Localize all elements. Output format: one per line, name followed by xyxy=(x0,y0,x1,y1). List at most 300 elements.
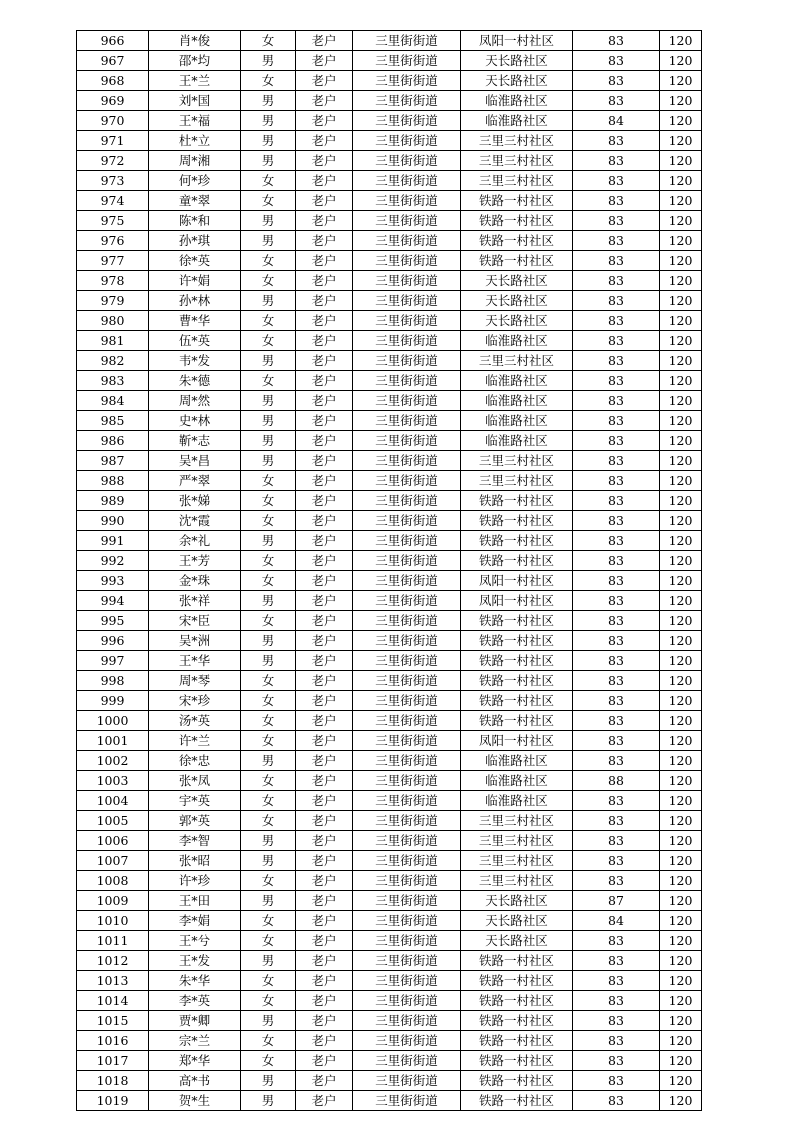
name-cell: 周*然 xyxy=(149,391,241,411)
gender-cell: 男 xyxy=(241,211,296,231)
amount-cell: 120 xyxy=(660,591,702,611)
household-type-cell: 老户 xyxy=(296,1071,353,1091)
age-cell: 83 xyxy=(573,651,660,671)
row-number-cell: 1002 xyxy=(77,751,149,771)
subdistrict-cell: 三里街街道 xyxy=(353,651,461,671)
row-number-cell: 1017 xyxy=(77,1051,149,1071)
community-cell: 天长路社区 xyxy=(461,311,573,331)
subdistrict-cell: 三里街街道 xyxy=(353,231,461,251)
subdistrict-cell: 三里街街道 xyxy=(353,191,461,211)
row-number-cell: 966 xyxy=(77,31,149,51)
subdistrict-cell: 三里街街道 xyxy=(353,891,461,911)
subdistrict-cell: 三里街街道 xyxy=(353,331,461,351)
subdistrict-cell: 三里街街道 xyxy=(353,991,461,1011)
row-number-cell: 1018 xyxy=(77,1071,149,1091)
community-cell: 铁路一村社区 xyxy=(461,531,573,551)
age-cell: 83 xyxy=(573,91,660,111)
gender-cell: 女 xyxy=(241,811,296,831)
household-type-cell: 老户 xyxy=(296,1091,353,1111)
subdistrict-cell: 三里街街道 xyxy=(353,791,461,811)
amount-cell: 120 xyxy=(660,171,702,191)
age-cell: 83 xyxy=(573,71,660,91)
subdistrict-cell: 三里街街道 xyxy=(353,31,461,51)
household-type-cell: 老户 xyxy=(296,631,353,651)
household-type-cell: 老户 xyxy=(296,751,353,771)
table-row xyxy=(77,191,702,211)
gender-cell: 女 xyxy=(241,251,296,271)
table-row xyxy=(77,211,702,231)
age-cell: 83 xyxy=(573,951,660,971)
subdistrict-cell: 三里街街道 xyxy=(353,851,461,871)
age-cell: 83 xyxy=(573,971,660,991)
subdistrict-cell: 三里街街道 xyxy=(353,951,461,971)
community-cell: 天长路社区 xyxy=(461,931,573,951)
age-cell: 83 xyxy=(573,611,660,631)
household-type-cell: 老户 xyxy=(296,651,353,671)
amount-cell: 120 xyxy=(660,851,702,871)
community-cell: 铁路一村社区 xyxy=(461,1091,573,1111)
subdistrict-cell: 三里街街道 xyxy=(353,751,461,771)
community-cell: 天长路社区 xyxy=(461,71,573,91)
community-cell: 三里三村社区 xyxy=(461,451,573,471)
amount-cell: 120 xyxy=(660,391,702,411)
table-row xyxy=(77,611,702,631)
row-number-cell: 1008 xyxy=(77,871,149,891)
row-number-cell: 976 xyxy=(77,231,149,251)
community-cell: 铁路一村社区 xyxy=(461,971,573,991)
amount-cell: 120 xyxy=(660,151,702,171)
age-cell: 83 xyxy=(573,551,660,571)
name-cell: 何*珍 xyxy=(149,171,241,191)
subdistrict-cell: 三里街街道 xyxy=(353,571,461,591)
age-cell: 83 xyxy=(573,31,660,51)
gender-cell: 女 xyxy=(241,611,296,631)
row-number-cell: 995 xyxy=(77,611,149,631)
table-row xyxy=(77,951,702,971)
community-cell: 铁路一村社区 xyxy=(461,511,573,531)
age-cell: 83 xyxy=(573,391,660,411)
amount-cell: 120 xyxy=(660,251,702,271)
amount-cell: 120 xyxy=(660,751,702,771)
amount-cell: 120 xyxy=(660,871,702,891)
gender-cell: 女 xyxy=(241,671,296,691)
name-cell: 汤*英 xyxy=(149,711,241,731)
row-number-cell: 1003 xyxy=(77,771,149,791)
table-row xyxy=(77,1051,702,1071)
age-cell: 83 xyxy=(573,851,660,871)
amount-cell: 120 xyxy=(660,891,702,911)
age-cell: 83 xyxy=(573,591,660,611)
household-type-cell: 老户 xyxy=(296,331,353,351)
amount-cell: 120 xyxy=(660,191,702,211)
name-cell: 朱*华 xyxy=(149,971,241,991)
subdistrict-cell: 三里街街道 xyxy=(353,351,461,371)
name-cell: 宗*兰 xyxy=(149,1031,241,1051)
age-cell: 83 xyxy=(573,351,660,371)
subdistrict-cell: 三里街街道 xyxy=(353,1031,461,1051)
row-number-cell: 975 xyxy=(77,211,149,231)
amount-cell: 120 xyxy=(660,31,702,51)
age-cell: 83 xyxy=(573,151,660,171)
subdistrict-cell: 三里街街道 xyxy=(353,731,461,751)
amount-cell: 120 xyxy=(660,411,702,431)
amount-cell: 120 xyxy=(660,111,702,131)
amount-cell: 120 xyxy=(660,991,702,1011)
subdistrict-cell: 三里街街道 xyxy=(353,551,461,571)
name-cell: 韦*发 xyxy=(149,351,241,371)
amount-cell: 120 xyxy=(660,1071,702,1091)
community-cell: 三里三村社区 xyxy=(461,171,573,191)
amount-cell: 120 xyxy=(660,771,702,791)
name-cell: 王*兮 xyxy=(149,931,241,951)
amount-cell: 120 xyxy=(660,971,702,991)
subdistrict-cell: 三里街街道 xyxy=(353,291,461,311)
community-cell: 天长路社区 xyxy=(461,891,573,911)
age-cell: 83 xyxy=(573,691,660,711)
row-number-cell: 994 xyxy=(77,591,149,611)
subdistrict-cell: 三里街街道 xyxy=(353,411,461,431)
subdistrict-cell: 三里街街道 xyxy=(353,711,461,731)
subdistrict-cell: 三里街街道 xyxy=(353,91,461,111)
community-cell: 天长路社区 xyxy=(461,911,573,931)
amount-cell: 120 xyxy=(660,551,702,571)
row-number-cell: 969 xyxy=(77,91,149,111)
household-type-cell: 老户 xyxy=(296,531,353,551)
amount-cell: 120 xyxy=(660,71,702,91)
gender-cell: 男 xyxy=(241,651,296,671)
age-cell: 83 xyxy=(573,251,660,271)
amount-cell: 120 xyxy=(660,291,702,311)
table-row xyxy=(77,991,702,1011)
age-cell: 83 xyxy=(573,431,660,451)
age-cell: 83 xyxy=(573,831,660,851)
row-number-cell: 998 xyxy=(77,671,149,691)
name-cell: 金*珠 xyxy=(149,571,241,591)
household-type-cell: 老户 xyxy=(296,591,353,611)
name-cell: 杜*立 xyxy=(149,131,241,151)
age-cell: 83 xyxy=(573,191,660,211)
age-cell: 84 xyxy=(573,111,660,131)
table-row xyxy=(77,671,702,691)
community-cell: 临淮路社区 xyxy=(461,411,573,431)
age-cell: 83 xyxy=(573,291,660,311)
household-type-cell: 老户 xyxy=(296,1051,353,1071)
amount-cell: 120 xyxy=(660,271,702,291)
age-cell: 83 xyxy=(573,311,660,331)
age-cell: 84 xyxy=(573,911,660,931)
gender-cell: 女 xyxy=(241,171,296,191)
household-type-cell: 老户 xyxy=(296,31,353,51)
community-cell: 三里三村社区 xyxy=(461,871,573,891)
table-row xyxy=(77,351,702,371)
community-cell: 三里三村社区 xyxy=(461,131,573,151)
name-cell: 余*礼 xyxy=(149,531,241,551)
community-cell: 铁路一村社区 xyxy=(461,651,573,671)
age-cell: 83 xyxy=(573,631,660,651)
row-number-cell: 993 xyxy=(77,571,149,591)
table-row xyxy=(77,791,702,811)
age-cell: 83 xyxy=(573,791,660,811)
age-cell: 83 xyxy=(573,451,660,471)
row-number-cell: 1014 xyxy=(77,991,149,1011)
name-cell: 郭*英 xyxy=(149,811,241,831)
amount-cell: 120 xyxy=(660,351,702,371)
community-cell: 三里三村社区 xyxy=(461,151,573,171)
amount-cell: 120 xyxy=(660,331,702,351)
row-number-cell: 982 xyxy=(77,351,149,371)
table-row xyxy=(77,851,702,871)
household-type-cell: 老户 xyxy=(296,111,353,131)
community-cell: 凤阳一村社区 xyxy=(461,591,573,611)
gender-cell: 女 xyxy=(241,31,296,51)
subdistrict-cell: 三里街街道 xyxy=(353,271,461,291)
community-cell: 铁路一村社区 xyxy=(461,711,573,731)
age-cell: 83 xyxy=(573,1071,660,1091)
community-cell: 铁路一村社区 xyxy=(461,251,573,271)
row-number-cell: 985 xyxy=(77,411,149,431)
row-number-cell: 990 xyxy=(77,511,149,531)
amount-cell: 120 xyxy=(660,211,702,231)
household-type-cell: 老户 xyxy=(296,231,353,251)
community-cell: 三里三村社区 xyxy=(461,811,573,831)
community-cell: 临淮路社区 xyxy=(461,371,573,391)
age-cell: 87 xyxy=(573,891,660,911)
subdistrict-cell: 三里街街道 xyxy=(353,171,461,191)
table-row xyxy=(77,311,702,331)
community-cell: 凤阳一村社区 xyxy=(461,731,573,751)
name-cell: 许*珍 xyxy=(149,871,241,891)
table-row xyxy=(77,731,702,751)
row-number-cell: 1004 xyxy=(77,791,149,811)
gender-cell: 男 xyxy=(241,351,296,371)
community-cell: 铁路一村社区 xyxy=(461,691,573,711)
household-type-cell: 老户 xyxy=(296,311,353,331)
table-row xyxy=(77,691,702,711)
row-number-cell: 1000 xyxy=(77,711,149,731)
subdistrict-cell: 三里街街道 xyxy=(353,311,461,331)
household-type-cell: 老户 xyxy=(296,431,353,451)
community-cell: 三里三村社区 xyxy=(461,831,573,851)
table-row xyxy=(77,31,702,51)
subdistrict-cell: 三里街街道 xyxy=(353,391,461,411)
community-cell: 临淮路社区 xyxy=(461,431,573,451)
community-cell: 铁路一村社区 xyxy=(461,991,573,1011)
amount-cell: 120 xyxy=(660,711,702,731)
gender-cell: 女 xyxy=(241,711,296,731)
community-cell: 临淮路社区 xyxy=(461,391,573,411)
subdistrict-cell: 三里街街道 xyxy=(353,631,461,651)
household-type-cell: 老户 xyxy=(296,191,353,211)
table-row xyxy=(77,591,702,611)
table-row xyxy=(77,431,702,451)
household-type-cell: 老户 xyxy=(296,251,353,271)
name-cell: 沈*霞 xyxy=(149,511,241,531)
community-cell: 临淮路社区 xyxy=(461,791,573,811)
gender-cell: 男 xyxy=(241,951,296,971)
row-number-cell: 996 xyxy=(77,631,149,651)
name-cell: 朱*德 xyxy=(149,371,241,391)
name-cell: 郑*华 xyxy=(149,1051,241,1071)
household-type-cell: 老户 xyxy=(296,671,353,691)
name-cell: 伍*英 xyxy=(149,331,241,351)
row-number-cell: 1001 xyxy=(77,731,149,751)
name-cell: 吴*昌 xyxy=(149,451,241,471)
amount-cell: 120 xyxy=(660,1051,702,1071)
table-row xyxy=(77,1091,702,1111)
subdistrict-cell: 三里街街道 xyxy=(353,431,461,451)
gender-cell: 女 xyxy=(241,331,296,351)
subdistrict-cell: 三里街街道 xyxy=(353,471,461,491)
household-type-cell: 老户 xyxy=(296,451,353,471)
community-cell: 铁路一村社区 xyxy=(461,951,573,971)
subdistrict-cell: 三里街街道 xyxy=(353,491,461,511)
row-number-cell: 974 xyxy=(77,191,149,211)
table-row xyxy=(77,251,702,271)
amount-cell: 120 xyxy=(660,451,702,471)
table-row xyxy=(77,471,702,491)
subdistrict-cell: 三里街街道 xyxy=(353,691,461,711)
gender-cell: 男 xyxy=(241,411,296,431)
household-type-cell: 老户 xyxy=(296,471,353,491)
community-cell: 临淮路社区 xyxy=(461,771,573,791)
subdistrict-cell: 三里街街道 xyxy=(353,251,461,271)
name-cell: 童*翠 xyxy=(149,191,241,211)
name-cell: 徐*英 xyxy=(149,251,241,271)
subdistrict-cell: 三里街街道 xyxy=(353,71,461,91)
name-cell: 刘*国 xyxy=(149,91,241,111)
community-cell: 铁路一村社区 xyxy=(461,551,573,571)
household-type-cell: 老户 xyxy=(296,711,353,731)
household-type-cell: 老户 xyxy=(296,771,353,791)
household-type-cell: 老户 xyxy=(296,371,353,391)
name-cell: 徐*忠 xyxy=(149,751,241,771)
name-cell: 张*娣 xyxy=(149,491,241,511)
gender-cell: 女 xyxy=(241,71,296,91)
table-row xyxy=(77,451,702,471)
row-number-cell: 1010 xyxy=(77,911,149,931)
household-type-cell: 老户 xyxy=(296,131,353,151)
age-cell: 83 xyxy=(573,231,660,251)
amount-cell: 120 xyxy=(660,1011,702,1031)
gender-cell: 男 xyxy=(241,751,296,771)
name-cell: 李*娟 xyxy=(149,911,241,931)
household-type-cell: 老户 xyxy=(296,511,353,531)
name-cell: 周*湘 xyxy=(149,151,241,171)
table-row xyxy=(77,771,702,791)
gender-cell: 女 xyxy=(241,991,296,1011)
gender-cell: 女 xyxy=(241,491,296,511)
community-cell: 铁路一村社区 xyxy=(461,1051,573,1071)
table-row xyxy=(77,911,702,931)
gender-cell: 女 xyxy=(241,1051,296,1071)
age-cell: 83 xyxy=(573,331,660,351)
gender-cell: 男 xyxy=(241,1091,296,1111)
row-number-cell: 989 xyxy=(77,491,149,511)
gender-cell: 男 xyxy=(241,391,296,411)
community-cell: 天长路社区 xyxy=(461,51,573,71)
household-type-cell: 老户 xyxy=(296,691,353,711)
subdistrict-cell: 三里街街道 xyxy=(353,1071,461,1091)
table-row xyxy=(77,371,702,391)
age-cell: 88 xyxy=(573,771,660,791)
gender-cell: 男 xyxy=(241,431,296,451)
records-table xyxy=(76,30,702,1111)
age-cell: 83 xyxy=(573,571,660,591)
table-row xyxy=(77,71,702,91)
gender-cell: 女 xyxy=(241,311,296,331)
name-cell: 王*田 xyxy=(149,891,241,911)
name-cell: 周*琴 xyxy=(149,671,241,691)
amount-cell: 120 xyxy=(660,491,702,511)
age-cell: 83 xyxy=(573,51,660,71)
subdistrict-cell: 三里街街道 xyxy=(353,1051,461,1071)
gender-cell: 女 xyxy=(241,931,296,951)
row-number-cell: 987 xyxy=(77,451,149,471)
gender-cell: 男 xyxy=(241,51,296,71)
name-cell: 张*昭 xyxy=(149,851,241,871)
household-type-cell: 老户 xyxy=(296,551,353,571)
household-type-cell: 老户 xyxy=(296,831,353,851)
amount-cell: 120 xyxy=(660,371,702,391)
household-type-cell: 老户 xyxy=(296,571,353,591)
gender-cell: 男 xyxy=(241,291,296,311)
row-number-cell: 991 xyxy=(77,531,149,551)
gender-cell: 女 xyxy=(241,191,296,211)
row-number-cell: 1015 xyxy=(77,1011,149,1031)
community-cell: 临淮路社区 xyxy=(461,111,573,131)
household-type-cell: 老户 xyxy=(296,271,353,291)
table-row xyxy=(77,171,702,191)
gender-cell: 女 xyxy=(241,791,296,811)
row-number-cell: 967 xyxy=(77,51,149,71)
household-type-cell: 老户 xyxy=(296,291,353,311)
table-row xyxy=(77,411,702,431)
subdistrict-cell: 三里街街道 xyxy=(353,51,461,71)
name-cell: 孙*琪 xyxy=(149,231,241,251)
row-number-cell: 980 xyxy=(77,311,149,331)
subdistrict-cell: 三里街街道 xyxy=(353,771,461,791)
row-number-cell: 971 xyxy=(77,131,149,151)
table-row xyxy=(77,711,702,731)
household-type-cell: 老户 xyxy=(296,351,353,371)
name-cell: 孙*林 xyxy=(149,291,241,311)
household-type-cell: 老户 xyxy=(296,391,353,411)
row-number-cell: 1012 xyxy=(77,951,149,971)
gender-cell: 女 xyxy=(241,971,296,991)
community-cell: 铁路一村社区 xyxy=(461,211,573,231)
gender-cell: 女 xyxy=(241,871,296,891)
community-cell: 天长路社区 xyxy=(461,291,573,311)
community-cell: 临淮路社区 xyxy=(461,751,573,771)
row-number-cell: 979 xyxy=(77,291,149,311)
household-type-cell: 老户 xyxy=(296,911,353,931)
amount-cell: 120 xyxy=(660,951,702,971)
table-row xyxy=(77,51,702,71)
name-cell: 严*翠 xyxy=(149,471,241,491)
row-number-cell: 968 xyxy=(77,71,149,91)
community-cell: 铁路一村社区 xyxy=(461,611,573,631)
community-cell: 临淮路社区 xyxy=(461,331,573,351)
name-cell: 张*祥 xyxy=(149,591,241,611)
table-body xyxy=(77,31,702,1111)
subdistrict-cell: 三里街街道 xyxy=(353,451,461,471)
amount-cell: 120 xyxy=(660,671,702,691)
gender-cell: 男 xyxy=(241,111,296,131)
table-row xyxy=(77,111,702,131)
row-number-cell: 973 xyxy=(77,171,149,191)
table-row xyxy=(77,871,702,891)
age-cell: 83 xyxy=(573,131,660,151)
